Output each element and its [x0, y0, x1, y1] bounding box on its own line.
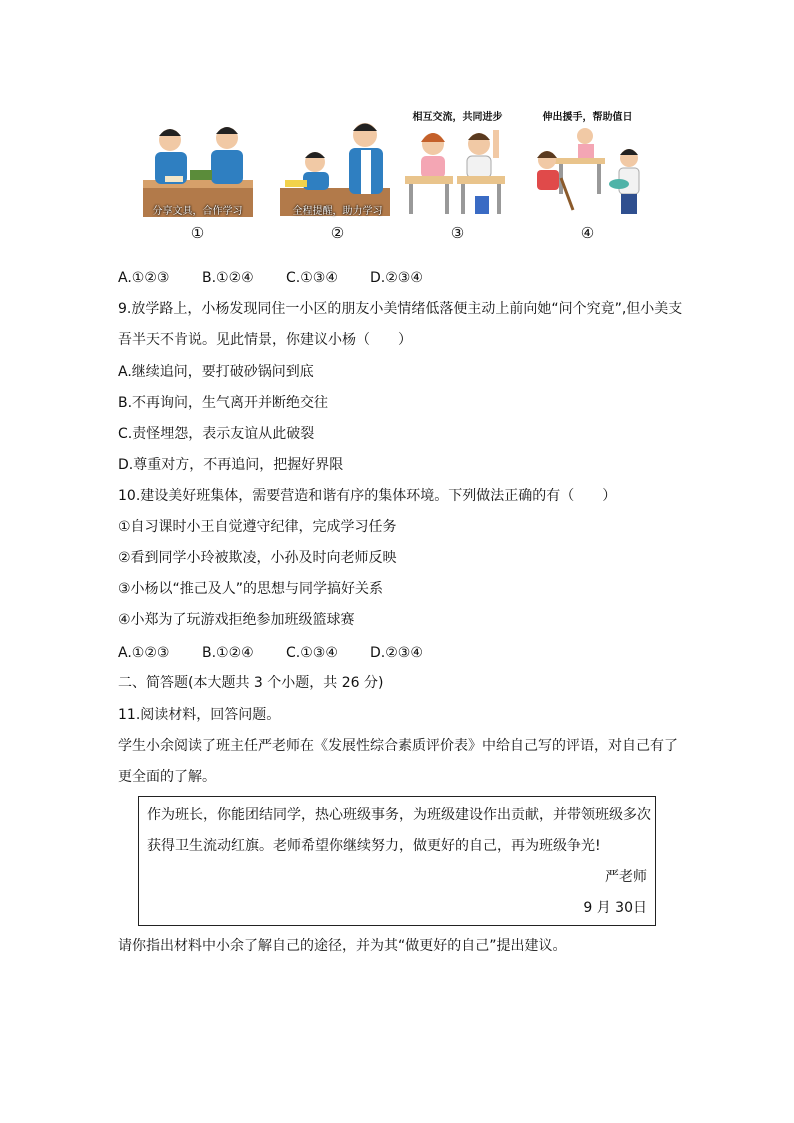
q10-option-c: C.①③④	[286, 645, 338, 661]
q10-stem: 10.建设美好班集体，需要营造和谐有序的集体环境。下列做法正确的有（ ）	[118, 488, 617, 504]
q10-option-d: D.②③④	[370, 645, 423, 661]
q11-question: 请你指出材料中小余了解自己的途径，并为其“做更好的自己”提出建议。	[118, 938, 567, 954]
q8-option-a: A.①②③	[118, 270, 170, 286]
q11-stem: 11.阅读材料，回答问题。	[118, 707, 281, 723]
panel-4-number: ④	[580, 224, 595, 242]
q10-item-1: ①自习课时小王自觉遵守纪律，完成学习任务	[118, 519, 397, 535]
q10-item-2: ②看到同学小玲被欺凌，小孙及时向老师反映	[118, 550, 397, 566]
q8-option-b: B.①②④	[202, 270, 254, 286]
illustration-panel-2	[275, 100, 400, 250]
q10-option-b: B.①②④	[202, 645, 254, 661]
q10-options	[118, 643, 423, 663]
comment-date: 9 月 30日	[583, 900, 647, 916]
q11-material-line-2: 更全面的了解。	[118, 769, 216, 785]
illustration-panel-1	[135, 100, 260, 250]
q9-stem-line-2: 吾半天不肯说。见此情景，你建议小杨（ ）	[118, 332, 412, 348]
panel-1-number: ①	[190, 224, 205, 242]
panel-2-number: ②	[330, 224, 345, 242]
comment-signature: 严老师	[605, 869, 647, 885]
illustration-panel-3	[395, 100, 520, 250]
comment-line-2: 获得卫生流动红旗。老师希望你继续努力，做更好的自己，再为班级争光!	[147, 838, 601, 854]
q9-option-a: A.继续追问，要打破砂锅问到底	[118, 364, 314, 380]
students-discussing-illustration	[395, 100, 520, 225]
q9-option-b: B.不再询问，生气离开并断绝交往	[118, 395, 329, 411]
panel-3-number: ③	[450, 224, 465, 242]
students-cleaning-illustration	[525, 100, 650, 225]
comment-line-1: 作为班长，你能团结同学，热心班级事务，为班级建设作出贡献，并带领班级多次	[147, 807, 651, 823]
q9-stem-line-1: 9.放学路上，小杨发现同住一小区的朋友小美情绪低落便主动上前向她“问个究竟”,但小美支	[118, 301, 683, 317]
q10-item-3: ③小杨以“推己及人”的思想与同学搞好关系	[118, 581, 384, 597]
q8-option-c: C.①③④	[286, 270, 338, 286]
q8-options	[118, 268, 423, 288]
section-heading: 二、简答题(本大题共 3 个小题，共 26 分)	[118, 675, 384, 691]
illustration-strip	[135, 100, 680, 250]
panel-4-top-caption: 伸出援手，帮助值日	[542, 112, 633, 123]
q9-option-c: C.责怪埋怨，表示友谊从此破裂	[118, 426, 315, 442]
panel-2-caption: 全程提醒，助力学习	[292, 206, 383, 217]
q9-option-d: D.尊重对方，不再追问，把握好界限	[118, 457, 344, 473]
panel-1-caption: 分享文具，合作学习	[152, 206, 243, 217]
teacher-comment-box	[138, 796, 656, 926]
q8-option-d: D.②③④	[370, 270, 423, 286]
illustration-panel-4	[525, 100, 650, 250]
q11-material-line-1: 学生小余阅读了班主任严老师在《发展性综合素质评价表》中给自己写的评语，对自己有了	[118, 738, 678, 754]
q10-option-a: A.①②③	[118, 645, 170, 661]
q10-item-4: ④小郑为了玩游戏拒绝参加班级篮球赛	[118, 612, 355, 628]
panel-3-top-caption: 相互交流，共同进步	[412, 112, 503, 123]
